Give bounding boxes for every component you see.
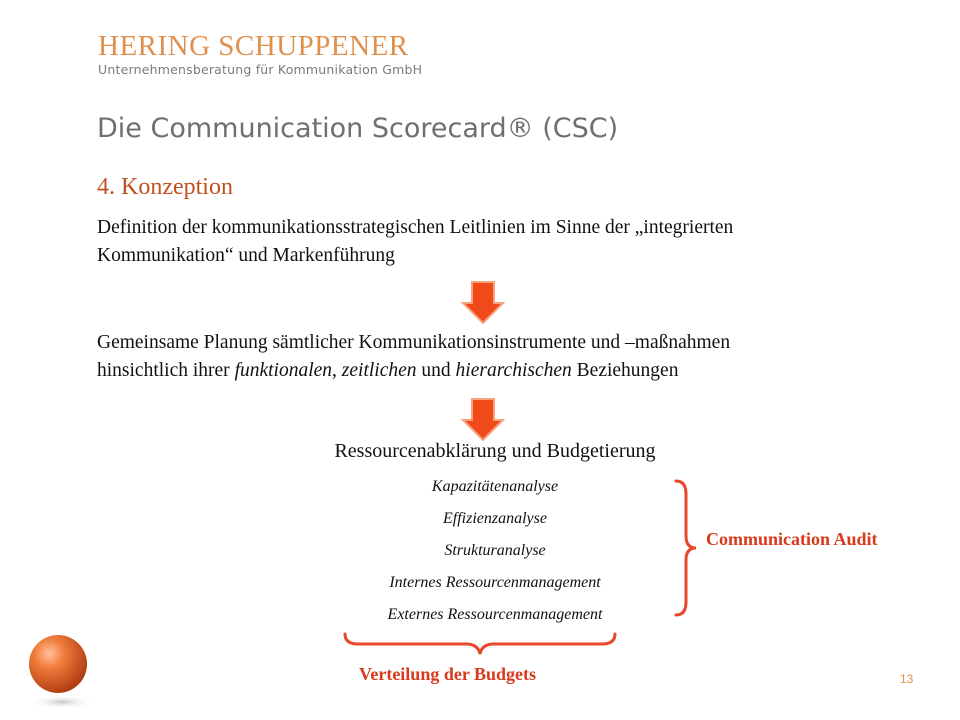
paragraph-leitlinien xyxy=(97,214,733,270)
down-arrow-icon xyxy=(461,281,505,325)
communication-audit-label: Communication Audit xyxy=(706,529,878,549)
resource-item: Kapazitätenanalyse xyxy=(431,478,559,495)
paragraph-line: Kommunikation“ und Markenführung xyxy=(97,245,395,266)
paragraph-line: Definition der kommunikationsstrategischen Leitlinien im Sinne der „integrierten xyxy=(97,217,734,238)
slide-title: Die Communication Scorecard® (CSC) xyxy=(97,113,619,144)
text-span: Beziehungen xyxy=(571,360,679,381)
company-logo-name: HERING SCHUPPENER xyxy=(98,30,409,62)
text-span: , xyxy=(332,360,342,381)
emphasis-hierarchischen: hierarchischen xyxy=(455,360,572,381)
down-arrow-icon xyxy=(461,398,505,442)
section-heading: 4. Konzeption xyxy=(97,174,233,200)
page-number: 13 xyxy=(900,672,914,686)
budget-distribution-label: Verteilung der Budgets xyxy=(359,664,537,684)
orange-sphere-icon xyxy=(20,628,100,712)
resource-item: Externes Ressourcenmanagement xyxy=(387,606,603,623)
emphasis-funktionalen: funktionalen xyxy=(234,360,333,381)
resource-item: Internes Ressourcenmanagement xyxy=(389,574,601,591)
text-span: hinsichtlich ihrer xyxy=(97,360,235,381)
company-logo-tagline: Unternehmensberatung für Kommunikation GmbH xyxy=(98,62,423,77)
resource-item: Strukturanalyse xyxy=(444,542,546,559)
resources-heading: Ressourcenabklärung und Budgetierung xyxy=(334,440,656,462)
text-span: und xyxy=(416,360,456,381)
paragraph-planung xyxy=(97,329,730,385)
paragraph-line: Gemeinsame Planung sämtlicher Kommunikationsinstrumente und –maßnahmen xyxy=(97,332,731,353)
bottom-brace-icon xyxy=(342,630,618,658)
resource-item: Effizienzanalyse xyxy=(443,510,547,527)
right-brace-icon xyxy=(672,478,700,618)
emphasis-zeitlichen: zeitlichen xyxy=(341,360,417,381)
paragraph-line xyxy=(97,357,730,385)
